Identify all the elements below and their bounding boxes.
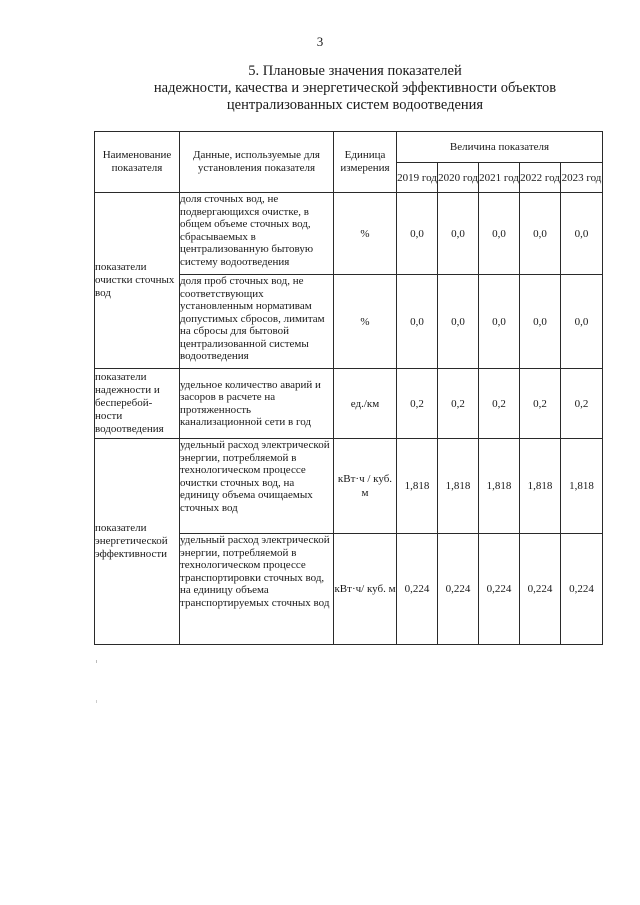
row-description: удельный расход электрической энергии, потребляемой в технологическом процессе очистки сточных вод, на единицу объема очищаемых сточных вод xyxy=(180,439,334,534)
col-header-name: Наименование показателя xyxy=(95,132,180,193)
row-value: 0,0 xyxy=(561,275,603,369)
row-value: 0,0 xyxy=(397,193,438,275)
row-description: доля проб сточных вод, не соответствующих установленным нормативам допустимых сбросов, лимитам на сбросы для бытовой централизованной системы водоотведения xyxy=(180,275,334,369)
row-description: доля сточных вод, не подвергающихся очистке, в общем объеме сточных вод, сбрасываемых в централизованную бытовую систему водоотведения xyxy=(180,193,334,275)
row-value: 0,224 xyxy=(561,534,603,645)
row-value: 0,224 xyxy=(438,534,479,645)
row-unit: % xyxy=(334,275,397,369)
col-header-unit: Единица измерения xyxy=(334,132,397,193)
row-unit: ед./км xyxy=(334,369,397,439)
group-name: показатели очистки сточных вод xyxy=(95,193,180,369)
row-value: 1,818 xyxy=(438,439,479,534)
table-row xyxy=(95,369,603,439)
header-row xyxy=(95,132,603,163)
row-value: 0,224 xyxy=(397,534,438,645)
row-value: 0,2 xyxy=(561,369,603,439)
year-header: 2023 год xyxy=(561,163,603,193)
row-description: удельное количество аварий и засоров в расчете на протяженность канализационной сети в год xyxy=(180,369,334,439)
group-name: показатели надежности и бесперебой-ности водоотведения xyxy=(95,369,180,439)
page-number: 3 xyxy=(316,34,324,49)
indicators-table xyxy=(94,131,603,645)
row-value: 1,818 xyxy=(397,439,438,534)
row-value: 0,0 xyxy=(520,275,561,369)
row-value: 0,2 xyxy=(397,369,438,439)
year-header: 2022 год xyxy=(520,163,561,193)
row-value: 0,224 xyxy=(520,534,561,645)
row-value: 0,0 xyxy=(520,193,561,275)
title-line: надежности, качества и энергетической эффективности объектов xyxy=(153,80,557,96)
row-value: 0,0 xyxy=(397,275,438,369)
title-line: централизованных систем водоотведения xyxy=(226,97,484,113)
row-value: 0,2 xyxy=(479,369,520,439)
col-header-data: Данные, используемые для установления показателя xyxy=(180,132,334,193)
row-value: 1,818 xyxy=(520,439,561,534)
row-value: 1,818 xyxy=(479,439,520,534)
row-description: удельный расход электрической энергии, потребляемой в технологическом процессе транспортировки сточных вод, на единицу объема транспортируемых сточных вод xyxy=(180,534,334,645)
row-value: 0,2 xyxy=(520,369,561,439)
year-header: 2019 год xyxy=(397,163,438,193)
col-header-value: Величина показателя xyxy=(397,132,603,163)
table-row xyxy=(95,439,603,534)
table-row xyxy=(95,193,603,275)
row-value: 0,0 xyxy=(438,275,479,369)
row-unit: кВт·ч/ куб. м xyxy=(334,534,397,645)
section-title xyxy=(120,63,590,114)
row-value: 0,0 xyxy=(479,193,520,275)
year-header: 2020 год xyxy=(438,163,479,193)
row-value: 0,0 xyxy=(438,193,479,275)
row-value: 0,0 xyxy=(479,275,520,369)
row-value: 0,2 xyxy=(438,369,479,439)
row-value: 0,224 xyxy=(479,534,520,645)
row-unit: кВт·ч / куб. м xyxy=(334,439,397,534)
year-header: 2021 год xyxy=(479,163,520,193)
scan-mark xyxy=(96,660,97,663)
row-value: 0,0 xyxy=(561,193,603,275)
group-name: показатели энергетической эффективности xyxy=(95,439,180,645)
row-value: 1,818 xyxy=(561,439,603,534)
scan-mark xyxy=(96,700,97,703)
row-unit: % xyxy=(334,193,397,275)
title-line: 5. Плановые значения показателей xyxy=(248,63,462,79)
